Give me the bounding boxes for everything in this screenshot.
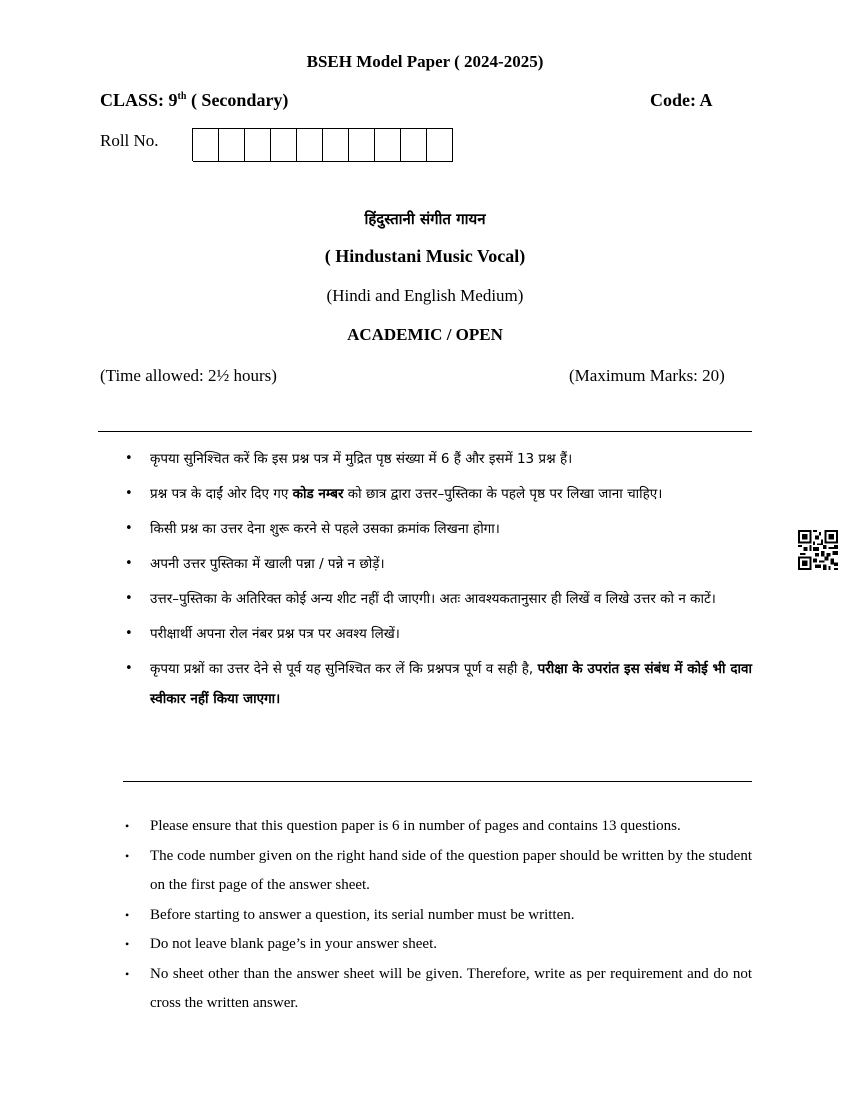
roll-number-box[interactable] xyxy=(193,128,219,162)
roll-number-box[interactable] xyxy=(349,128,375,162)
paper-type: ACADEMIC / OPEN xyxy=(347,325,503,344)
instruction-item xyxy=(123,584,752,614)
roll-number-box[interactable] xyxy=(219,128,245,162)
instruction-text: Do not leave blank page’s in your answer sheet. xyxy=(150,936,437,952)
instruction-emphasis: कोड नम्बर xyxy=(292,486,344,502)
roll-number-box[interactable] xyxy=(323,128,349,162)
instruction-text: प्रश्न पत्र के दाईं ओर दिए गए xyxy=(150,486,293,502)
subject-english: ( Hindustani Music Vocal) xyxy=(324,246,526,266)
roll-number-box[interactable] xyxy=(245,128,271,162)
class-line xyxy=(100,90,288,111)
bullet-icon: • xyxy=(125,626,133,641)
instruction-item xyxy=(125,960,752,1019)
bullet-icon: • xyxy=(125,486,133,501)
instruction-text: No sheet other than the answer sheet will be given. Therefore, write as per requirement and do not cross the written answer. xyxy=(150,965,752,1011)
bullet-icon: • xyxy=(125,451,133,466)
class-label: CLASS: 9 xyxy=(100,90,178,110)
instruction-text: The code number given on the right hand side of the question paper should be written by the student on the first page of the answer sheet. xyxy=(150,847,752,893)
roll-number-label: Roll No. xyxy=(100,131,159,150)
instruction-text: Before starting to answer a question, its serial number must be written. xyxy=(150,906,575,923)
instruction-item xyxy=(125,812,752,842)
class-level: ( Secondary) xyxy=(186,90,289,110)
instructions-hindi xyxy=(123,444,752,719)
divider-middle xyxy=(123,781,752,782)
instruction-text: अपनी उत्तर पुस्तिका में खाली पन्ना / पन्ने न छोड़ें। xyxy=(150,556,385,572)
bullet-icon: • xyxy=(125,521,133,536)
instruction-item xyxy=(123,444,752,474)
instruction-item xyxy=(123,654,752,714)
roll-number-box[interactable] xyxy=(375,128,401,162)
roll-number-box[interactable] xyxy=(297,128,323,162)
roll-number-boxes xyxy=(192,128,453,161)
subject-hindi: हिंदुस्तानी संगीत गायन xyxy=(364,210,486,228)
instruction-item xyxy=(125,842,752,901)
qr-code-icon xyxy=(798,530,838,570)
instruction-text: कृपया सुनिश्चित करें कि इस प्रश्न पत्र में मुद्रित पृष्ठ संख्या में 6 हैं और इसमें 13 प्रश्न हैं। xyxy=(150,451,573,467)
class-superscript: th xyxy=(177,91,187,102)
paper-title: BSEH Model Paper ( 2024-2025) xyxy=(306,52,544,71)
instruction-item xyxy=(123,479,752,509)
maximum-marks: (Maximum Marks: 20) xyxy=(569,366,725,385)
bullet-icon: • xyxy=(125,819,130,833)
roll-number-box[interactable] xyxy=(271,128,297,162)
bullet-icon: • xyxy=(125,907,130,922)
instruction-item xyxy=(123,549,752,579)
instruction-item xyxy=(125,930,752,960)
bullet-icon: • xyxy=(125,591,133,606)
instruction-text: उत्तर–पुस्तिका के अतिरिक्त कोई अन्य शीट नहीं दी जाएगी। अतः आवश्यकतानुसार ही लिखें व लिखे उत्तर को न काटें। xyxy=(150,591,716,607)
instruction-item xyxy=(125,901,752,931)
bullet-icon: • xyxy=(125,848,130,863)
bullet-icon: • xyxy=(125,966,130,981)
instruction-text: परीक्षार्थी अपना रोल नंबर प्रश्न पत्र पर अवश्य लिखें। xyxy=(150,626,400,642)
instruction-text: कृपया प्रश्नों का उत्तर देने से पूर्व यह सुनिश्चित कर लें कि प्रश्नपत्र पूर्ण व सही है, xyxy=(150,661,538,677)
divider-top xyxy=(98,431,752,432)
instruction-text: को छात्र द्वारा उत्तर–पुस्तिका के पहले पृष्ठ पर लिखा जाना चाहिए। xyxy=(343,486,663,502)
instruction-item xyxy=(123,619,752,649)
instructions-english xyxy=(125,812,752,1019)
bullet-icon: • xyxy=(125,556,133,571)
bullet-icon: • xyxy=(125,937,130,951)
time-allowed: (Time allowed: 2½ hours) xyxy=(100,366,277,385)
roll-number-box[interactable] xyxy=(427,128,453,162)
instruction-text: किसी प्रश्न का उत्तर देना शुरू करने से पहले उसका क्रमांक लिखना होगा। xyxy=(150,521,500,537)
instruction-text: Please ensure that this question paper is 6 in number of pages and contains 13 questions. xyxy=(150,818,681,834)
instruction-item xyxy=(123,514,752,544)
bullet-icon: • xyxy=(125,661,133,676)
paper-code: Code: A xyxy=(650,90,713,110)
roll-number-box[interactable] xyxy=(401,128,427,162)
medium: (Hindi and English Medium) xyxy=(326,286,524,305)
instruction-emphasis: परीक्षा के उपरांत इस संबंध में कोई भी दावा स्वीकार नहीं किया जाएगा। xyxy=(150,661,752,707)
